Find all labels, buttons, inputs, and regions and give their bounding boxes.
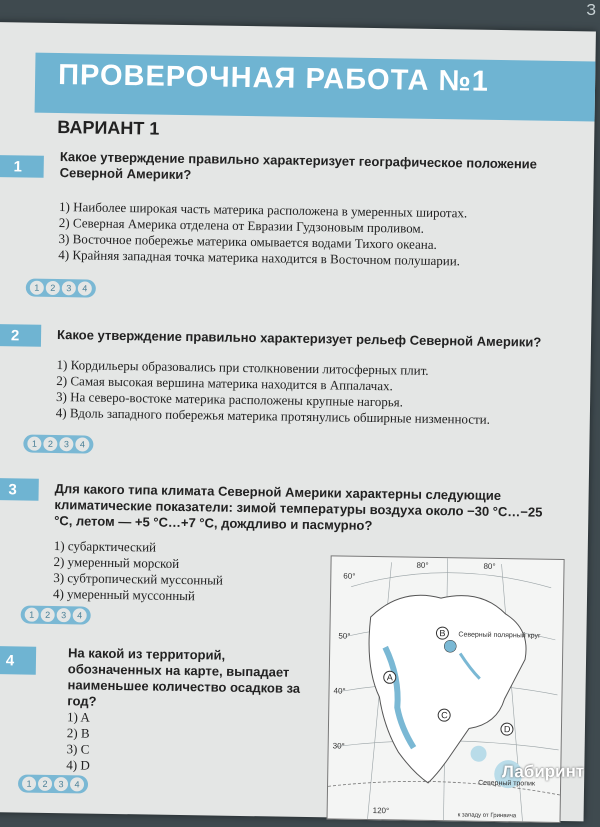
question-4-option-3[interactable]: 3) C [66, 741, 90, 757]
arctic-circle-label: Северный полярный круг [458, 631, 541, 640]
lon-label: 80° [483, 561, 496, 571]
question-1-options [58, 199, 569, 271]
question-3-option-3[interactable]: 3) субтропический муссонный [53, 570, 224, 588]
answer-bubble[interactable]: 4 [70, 777, 84, 791]
lat-label: 60° [343, 571, 356, 581]
lat-label: 50° [338, 631, 351, 641]
question-2-option-2[interactable]: 2) Самая высокая вершина материка находится в Аппалачах. [56, 373, 393, 394]
answer-bubble[interactable]: 3 [54, 777, 68, 791]
question-3-option-2[interactable]: 2) умеренный морской [53, 554, 180, 571]
question-1-option-3[interactable]: 3) Восточное побережье материка омывается водами Тихого океана. [58, 231, 437, 252]
answer-bubble[interactable]: 3 [59, 437, 73, 451]
question-4-option-2[interactable]: 2) B [66, 725, 90, 741]
worksheet-page [0, 22, 596, 821]
question-4-option-4[interactable]: 4) D [66, 757, 90, 773]
longitude-note: к западу от Гринвича [457, 812, 517, 820]
answer-bubble[interactable]: 2 [38, 777, 52, 791]
map-point-a: A [386, 672, 393, 683]
answer-bubble[interactable]: 3 [57, 608, 71, 622]
map-point-d: D [503, 724, 511, 735]
variant-heading: ВАРИАНТ 1 [57, 117, 160, 139]
question-number-2: 2 [0, 324, 41, 347]
question-4-option-1[interactable]: 1) A [66, 709, 90, 725]
question-2-options [56, 357, 567, 429]
question-4-options [66, 709, 187, 775]
question-3-option-1[interactable]: 1) субарктический [53, 538, 157, 555]
question-2-text: Какое утверждение правильно характеризует рельеф Северной Америки? [56, 327, 542, 350]
answer-bubbles-1 [26, 279, 96, 298]
question-1-option-4[interactable]: 4) Крайняя западная точка материка находится в Восточном полушарии. [58, 247, 461, 269]
north-america-map [327, 555, 565, 823]
answer-bubble[interactable]: 2 [43, 437, 57, 451]
question-number-1: 1 [0, 155, 44, 178]
question-number-3: 3 [0, 478, 39, 501]
question-2-option-1[interactable]: 1) Кордильеры образовались при столкновении литосферных плит. [56, 357, 429, 378]
tropic-label: Северный тропик [478, 779, 536, 788]
question-3-options [53, 538, 324, 606]
question-3-option-4[interactable]: 4) умеренный муссонный [52, 585, 196, 604]
question-4-text: На какой из территорий, обозначенных на карте, выпадает наименьшее количество осадков за год? [67, 645, 301, 709]
lon-label: 80° [416, 560, 429, 570]
answer-bubble[interactable]: 1 [27, 437, 41, 451]
answer-bubble[interactable]: 4 [78, 281, 92, 295]
map-point-b: B [439, 628, 446, 639]
answer-bubble[interactable]: 1 [22, 777, 36, 791]
page-title: ПРОВЕРОЧНАЯ РАБОТА №1 [57, 59, 490, 98]
question-1-text: Какое утверждение правильно характеризует географическое положение Северной Америки? [59, 149, 538, 183]
answer-bubble[interactable]: 3 [62, 281, 76, 295]
map-point-c: C [441, 710, 448, 721]
answer-bubble[interactable]: 4 [73, 608, 87, 622]
lon-label: 120° [372, 806, 390, 816]
answer-bubbles-2 [23, 435, 93, 454]
question-2-option-3[interactable]: 3) На северо-востоке материка расположены крупные нагорья. [56, 389, 404, 410]
answer-bubble[interactable]: 1 [30, 281, 44, 295]
question-1-option-2[interactable]: 2) Северная Америка отделена от Евразии Гудзоновым проливом. [58, 215, 425, 236]
question-3-text: Для какого типа климата Северной Америки характерны следующие климатические показатели: зимой температуры воздуха около −30 °C…−25 °C, летом — +5 °C…+7 °C, дождливо и пасмурно? [54, 481, 543, 534]
lat-label: 30° [332, 741, 345, 751]
answer-bubbles-3 [21, 605, 91, 624]
question-number-4: 4 [0, 646, 36, 675]
labirint-logo: Лабиринт [501, 761, 585, 782]
question-2-option-4[interactable]: 4) Вдоль западного побережья материка протянулись обширные низменности. [55, 405, 491, 427]
answer-bubble[interactable]: 2 [41, 608, 55, 622]
answer-bubble[interactable]: 1 [25, 608, 39, 622]
answer-bubble[interactable]: 2 [46, 281, 60, 295]
corner-page-fragment: З [586, 2, 596, 19]
answer-bubble[interactable]: 4 [75, 437, 89, 451]
lat-label: 40° [333, 686, 346, 696]
answer-bubbles-4 [18, 774, 88, 793]
question-1-option-1[interactable]: 1) Наиболее широкая часть материка расположена в умеренных широтах. [58, 199, 468, 221]
